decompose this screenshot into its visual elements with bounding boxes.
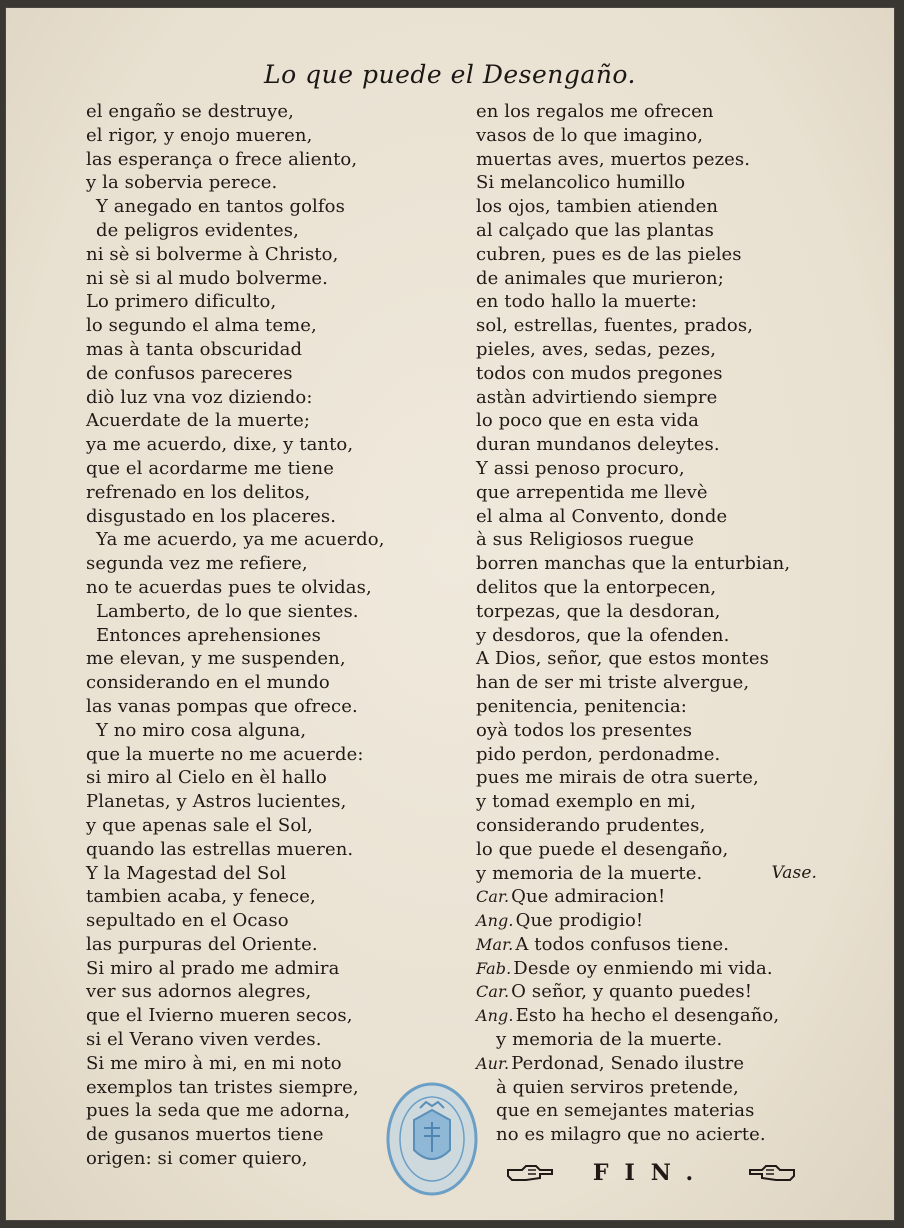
- verse-line: segunda vez me refiere,: [86, 553, 308, 575]
- verse-line: ni sè si bolverme à Christo,: [86, 243, 339, 265]
- verse-line: [476, 219, 821, 243]
- verse-line: [476, 719, 821, 743]
- verse-line: Y no miro cosa alguna,: [96, 719, 307, 741]
- verse-line: Lamberto, de lo que sientes.: [96, 600, 359, 622]
- verse-line: [476, 314, 821, 338]
- verse-line: tambien acaba, y fenece,: [86, 886, 316, 908]
- verse-line: quando las estrellas mueren.: [86, 838, 354, 860]
- verse-line: y que apenas sale el Sol,: [86, 814, 313, 836]
- verse-line: disgustado en los placeres.: [86, 505, 337, 527]
- colophon-row: [506, 1158, 796, 1188]
- line-text: à sus Religiosos ruegue: [476, 529, 695, 551]
- verse-line: Entonces aprehensiones: [96, 624, 321, 646]
- dialogue-line: [476, 885, 821, 909]
- verse-line: de confusos pareceres: [86, 362, 293, 384]
- verse-line: [476, 862, 821, 886]
- verse-line: que la muerte no me acuerde:: [86, 743, 364, 765]
- verse-line: Planetas, y Astros lucientes,: [86, 791, 347, 813]
- line-text: A Dios, señor, que estos montes: [476, 648, 769, 670]
- line-text: Si melancolico humillo: [476, 172, 686, 194]
- verse-line: Y la Magestad del Sol: [86, 862, 287, 884]
- verse-line: las vanas pompas que ofrece.: [86, 695, 358, 717]
- line-text: y tomad exemplo en mi,: [476, 791, 697, 813]
- verse-line: [476, 290, 821, 314]
- pointing-hand-icon: [748, 1162, 796, 1184]
- verse-line: refrenado en los delitos,: [86, 481, 311, 503]
- verse-line: ni sè si al mudo bolverme.: [86, 267, 328, 289]
- verse-line: [476, 362, 821, 386]
- verse-line: que el Ivierno mueren secos,: [86, 1005, 353, 1027]
- verse-line: mas à tanta obscuridad: [86, 338, 303, 360]
- verse-line: [476, 576, 821, 600]
- verse-line: [476, 243, 821, 267]
- line-text: lo que puede el desengaño,: [476, 838, 729, 860]
- line-text: y memoria de la muerte.: [476, 862, 703, 884]
- verse-line: [476, 647, 821, 671]
- line-text: que arrepentida me llevè: [476, 481, 708, 503]
- verse-line: sepultado en el Ocaso: [86, 910, 289, 932]
- verse-line: [476, 528, 821, 552]
- right-column: [476, 100, 821, 1147]
- line-text: todos con mudos pregones: [476, 362, 723, 384]
- verse-line: [476, 195, 821, 219]
- line-text: delitos que la entorpecen,: [476, 576, 717, 598]
- line-text: sol, estrellas, fuentes, prados,: [476, 315, 754, 337]
- verse-line: [476, 386, 821, 410]
- line-text: à quien serviros pretende,: [496, 1076, 739, 1098]
- verse-line: el rigor, y enojo mueren,: [86, 124, 313, 146]
- dialogue-line: [476, 909, 821, 933]
- line-text: y desdoros, que la ofenden.: [476, 624, 730, 646]
- verse-line: [476, 171, 821, 195]
- speaker-label: Ang.: [476, 911, 514, 931]
- line-text: astàn advirtiendo siempre: [476, 386, 718, 408]
- verse-line: que el acordarme me tiene: [86, 457, 335, 479]
- speaker-label: Fab.: [476, 958, 512, 978]
- verse-line: [476, 409, 821, 433]
- line-text: Desde oy enmiendo mi vida.: [513, 957, 773, 979]
- line-text: oyà todos los presentes: [476, 719, 693, 741]
- verse-line: el engaño se destruye,: [86, 101, 294, 122]
- verse-line: no te acuerdas pues te olvidas,: [86, 576, 372, 598]
- line-text: O señor, y quanto puedes!: [511, 981, 753, 1003]
- stage-direction: Vase.: [771, 862, 817, 883]
- line-text: vasos de lo que imagino,: [476, 124, 704, 146]
- line-text: A todos confusos tiene.: [515, 933, 730, 955]
- verse-line: diò luz vna voz diziendo:: [86, 386, 313, 408]
- line-text: considerando prudentes,: [476, 814, 706, 836]
- dialogue-line: [476, 933, 821, 957]
- dialogue-line: [476, 1052, 821, 1076]
- line-text: Y assi penoso procuro,: [476, 457, 685, 479]
- verse-line: [476, 1123, 821, 1147]
- verse-line: Si miro al prado me admira: [86, 957, 340, 979]
- verse-line: me elevan, y me suspenden,: [86, 648, 346, 670]
- verse-line: exemplos tan tristes siempre,: [86, 1076, 359, 1098]
- speaker-label: Car.: [476, 887, 510, 907]
- verse-line: Si me miro à mi, en mi noto: [86, 1052, 342, 1074]
- line-text: de animales que murieron;: [476, 267, 724, 289]
- speaker-label: Ang.: [476, 1006, 514, 1026]
- left-column: [86, 100, 416, 1171]
- verse-line: [476, 838, 821, 862]
- verse-line: [476, 624, 821, 648]
- verse-line: [476, 1099, 821, 1123]
- verse-line: origen: si comer quiero,: [86, 1148, 308, 1170]
- verse-line: ya me acuerdo, dixe, y tanto,: [86, 434, 354, 456]
- line-text: en los regalos me ofrecen: [476, 101, 714, 122]
- line-text: penitencia, penitencia:: [476, 695, 687, 717]
- library-stamp-icon: [384, 1080, 480, 1198]
- dialogue-line: [476, 957, 821, 981]
- line-text: lo poco que en esta vida: [476, 410, 699, 432]
- running-head: Lo que puede el Desengaño.: [264, 60, 636, 89]
- verse-line: lo segundo el alma teme,: [86, 315, 317, 337]
- line-text: que en semejantes materias: [496, 1100, 755, 1122]
- book-page: [6, 8, 894, 1220]
- verse-line: de peligros evidentes,: [96, 219, 299, 241]
- verse-line: [476, 338, 821, 362]
- verse-line: Lo primero dificulto,: [86, 291, 277, 313]
- line-text: cubren, pues es de las pieles: [476, 243, 742, 265]
- verse-line: [476, 671, 821, 695]
- line-text: Que admiracion!: [511, 886, 666, 908]
- line-text: Que prodigio!: [515, 910, 644, 932]
- verse-line: y la sobervia perece.: [86, 172, 278, 194]
- line-text: el alma al Convento, donde: [476, 505, 728, 527]
- verse-line: Ya me acuerdo, ya me acuerdo,: [96, 529, 385, 551]
- verse-line: [476, 124, 821, 148]
- line-text: muertas aves, muertos pezes.: [476, 148, 751, 170]
- verse-line: las purpuras del Oriente.: [86, 933, 318, 955]
- verse-line: [476, 814, 821, 838]
- line-text: torpezas, que la desdoran,: [476, 600, 721, 622]
- line-text: pues me mirais de otra suerte,: [476, 767, 759, 789]
- verse-line: [476, 766, 821, 790]
- pointing-hand-icon: [506, 1162, 554, 1184]
- verse-line: [476, 505, 821, 529]
- verse-line: Acuerdate de la muerte;: [86, 410, 311, 432]
- verse-line: si miro al Cielo en èl hallo: [86, 767, 327, 789]
- verse-line: [476, 100, 821, 124]
- line-text: los ojos, tambien atienden: [476, 196, 719, 218]
- line-text: Perdonad, Senado ilustre: [511, 1052, 745, 1074]
- verse-line: [476, 1076, 821, 1100]
- line-text: y memoria de la muerte.: [496, 1029, 723, 1051]
- verse-line: [476, 790, 821, 814]
- line-text: no es milagro que no acierte.: [496, 1124, 766, 1146]
- verse-line: [476, 743, 821, 767]
- line-text: Esto ha hecho el desengaño,: [515, 1005, 780, 1027]
- verse-line: de gusanos muertos tiene: [86, 1124, 324, 1146]
- verse-line: [476, 695, 821, 719]
- line-text: pido perdon, perdonadme.: [476, 743, 721, 765]
- line-text: pieles, aves, sedas, pezes,: [476, 338, 717, 360]
- verse-line: las esperança o frece aliento,: [86, 148, 358, 170]
- line-text: han de ser mi triste alvergue,: [476, 672, 750, 694]
- verse-line: [476, 481, 821, 505]
- verse-line: ver sus adornos alegres,: [86, 981, 312, 1003]
- verse-line: [476, 1028, 821, 1052]
- speaker-label: Aur.: [476, 1053, 510, 1073]
- verse-line: si el Verano viven verdes.: [86, 1029, 322, 1051]
- line-text: duran mundanos deleytes.: [476, 434, 720, 456]
- speaker-label: Mar.: [476, 934, 514, 954]
- dialogue-line: [476, 980, 821, 1004]
- verse-line: considerando en el mundo: [86, 672, 330, 694]
- line-text: al calçado que las plantas: [476, 219, 715, 241]
- verse-line: Y anegado en tantos golfos: [96, 196, 345, 218]
- verse-line: [476, 433, 821, 457]
- speaker-label: Car.: [476, 982, 510, 1002]
- verse-line: [476, 552, 821, 576]
- dialogue-line: [476, 1004, 821, 1028]
- verse-line: [476, 600, 821, 624]
- verse-line: [476, 148, 821, 172]
- colophon-fin: FIN.: [592, 1160, 710, 1186]
- verse-line: [476, 267, 821, 291]
- line-text: borren manchas que la enturbian,: [476, 553, 791, 575]
- verse-line: pues la seda que me adorna,: [86, 1100, 351, 1122]
- line-text: en todo hallo la muerte:: [476, 291, 697, 313]
- verse-line: [476, 457, 821, 481]
